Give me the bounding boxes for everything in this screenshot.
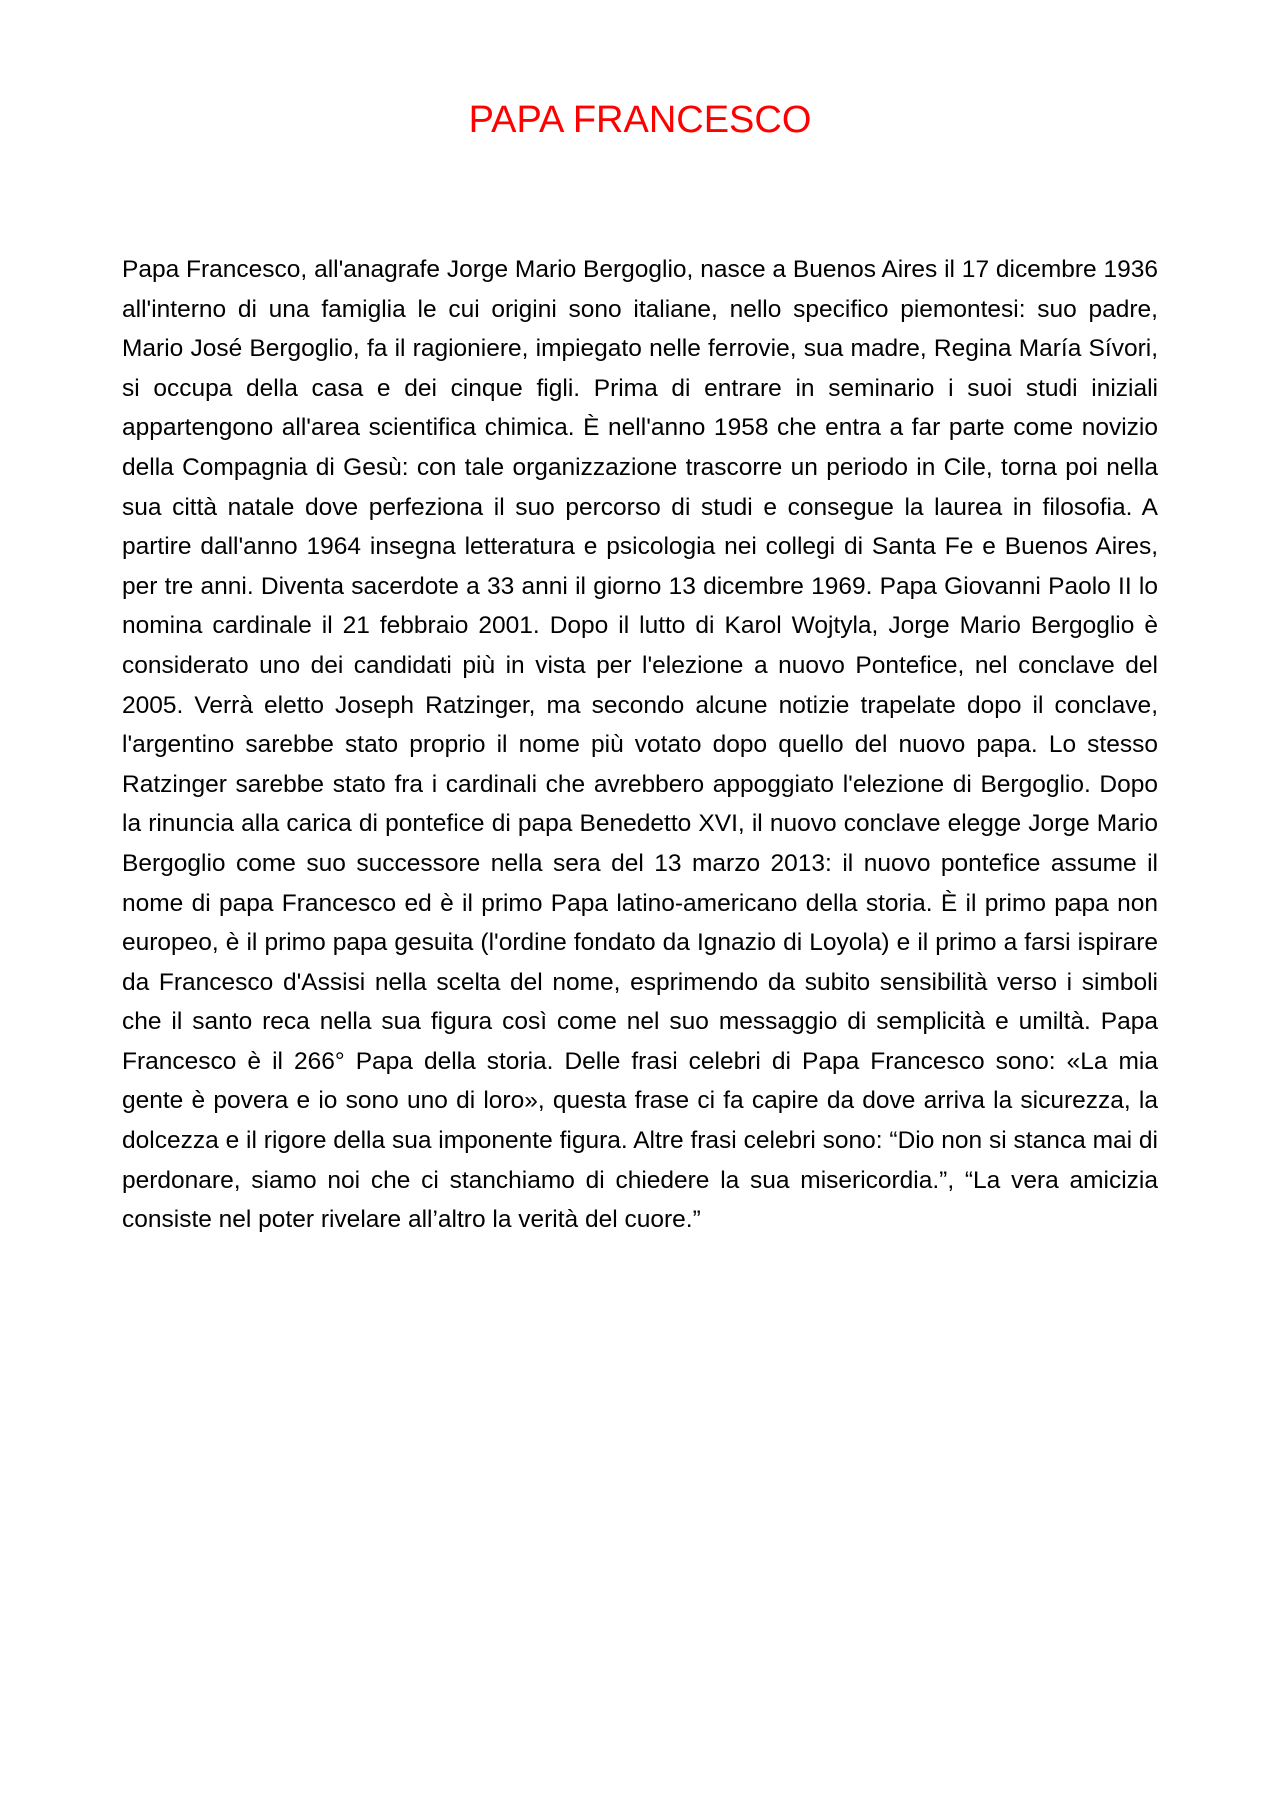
- page-title: PAPA FRANCESCO: [468, 99, 812, 141]
- body-paragraph: Papa Francesco, all'anagrafe Jorge Mario Bergoglio, nasce a Buenos Aires il 17 dicembre 1936 all'interno di una famiglia le cui origini sono italiane, nello specifico piemontesi: suo padre, Mario José Bergoglio, fa il ragioniere, impiegato nelle ferrovie, sua madre, Regina María Sívori, si occupa della casa e dei cinque figli. Prima di entrare in seminario i suoi studi iniziali appartengono all'area scientifica chimica. È nell'anno 1958 che entra a far parte come novizio della Compagnia di Gesù: con tale organizzazione trascorre un periodo in Cile, torna poi nella sua città natale dove perfeziona il suo percorso di studi e consegue la laurea in filosofia. A partire dall'anno 1964 insegna letteratura e psicologia nei collegi di Santa Fe e Buenos Aires, per tre anni. Diventa sacerdote a 33 anni il giorno 13 dicembre 1969. Papa Giovanni Paolo II lo nomina cardinale il 21 febbraio 2001. Dopo il lutto di Karol Wojtyla, Jorge Mario Bergoglio è considerato uno dei candidati più in vista per l'elezione a nuovo Pontefice, nel conclave del 2005. Verrà eletto Joseph Ratzinger, ma secondo alcune notizie trapelate dopo il conclave, l'argentino sarebbe stato proprio il nome più votato dopo quello del nuovo papa. Lo stesso Ratzinger sarebbe stato fra i cardinali che avrebbero appoggiato l'elezione di Bergoglio. Dopo la rinuncia alla carica di pontefice di papa Benedetto XVI, il nuovo conclave elegge Jorge Mario Bergoglio come suo successore nella sera del 13 marzo 2013: il nuovo pontefice assume il nome di papa Francesco ed è il primo Papa latino-americano della storia. È il primo papa non europeo, è il primo papa gesuita (l'ordine fondato da Ignazio di Loyola) e il primo a farsi ispirare da Francesco d'Assisi nella scelta del nome, esprimendo da subito sensibilità verso i simboli che il santo reca nella sua figura così come nel suo messaggio di semplicità e umiltà. Papa Francesco è il 266° Papa della storia. Delle frasi celebri di Papa Francesco sono: «La mia gente è povera e io sono uno di loro», questa frase ci fa capire da dove arriva la sicurezza, la dolcezza e il rigore della sua imponente figura. Altre frasi celebri sono: “Dio non si stanca mai di perdonare, siamo noi che ci stanchiamo di chiedere la sua misericordia.”, “La vera amicizia consiste nel poter rivelare all’altro la verità del cuore.”: [122, 256, 1158, 1234]
